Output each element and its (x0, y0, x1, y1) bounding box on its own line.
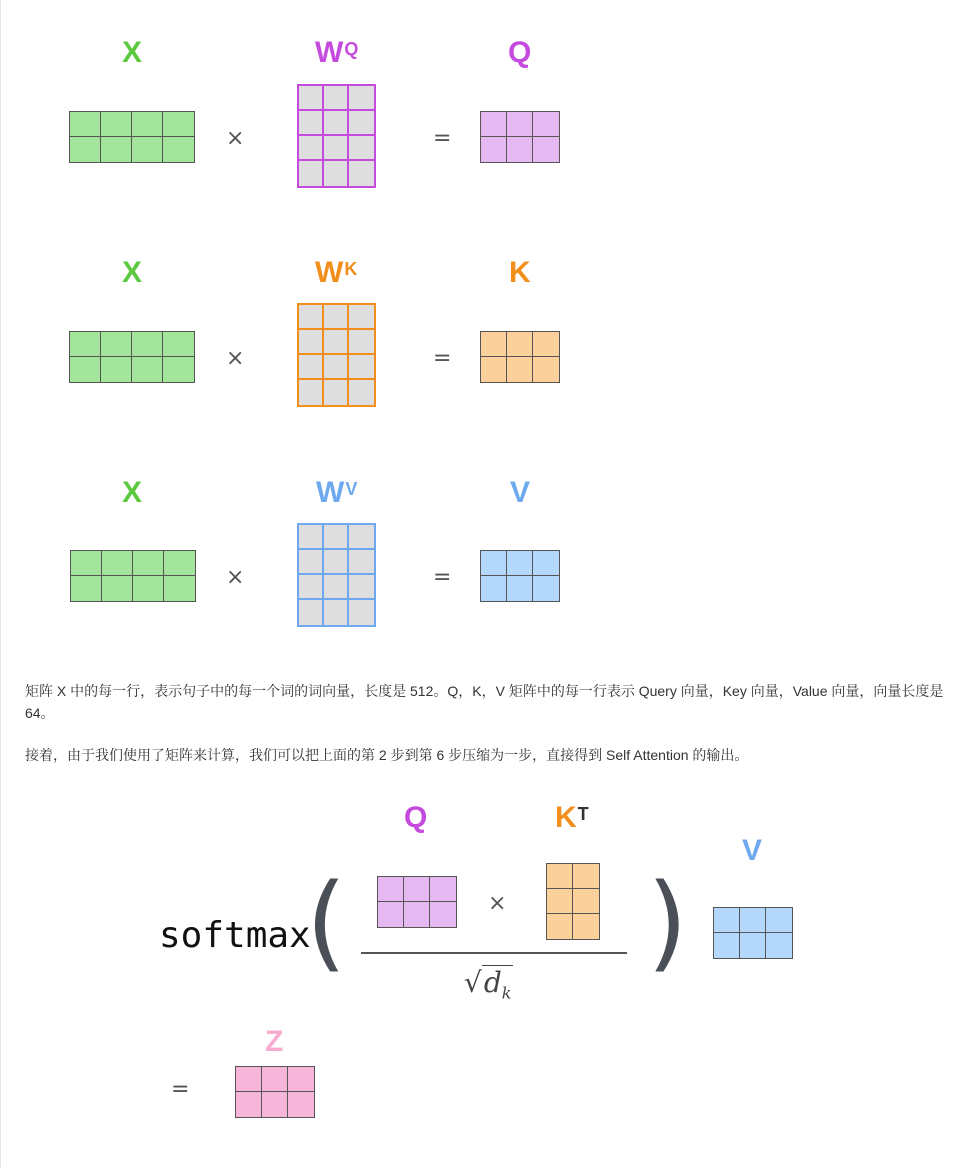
matrix-cell (507, 332, 533, 357)
matrix-cell (236, 1092, 262, 1117)
matrix-cell (101, 357, 132, 382)
matrix-cell (299, 600, 324, 625)
matrix-cell (349, 305, 374, 330)
matrix-cell (299, 575, 324, 600)
matrix-cell (324, 161, 349, 186)
dk-term (482, 965, 514, 1003)
matrix-cell (714, 908, 740, 933)
q-label: Q (508, 36, 532, 69)
matrix-cell (164, 551, 195, 576)
matrix-cell (573, 864, 599, 889)
w-superscript: Q (344, 39, 359, 59)
matrix-cell (324, 550, 349, 575)
matrix-cell (163, 137, 194, 162)
matrix-cell (533, 112, 559, 137)
matrix-cell (262, 1067, 288, 1092)
k-subscript: k (501, 983, 512, 1003)
x-matrix (69, 331, 195, 383)
matrix-cell (132, 137, 163, 162)
matrix-cell (481, 137, 507, 162)
matrix-cell (349, 111, 374, 136)
matrix-cell (324, 600, 349, 625)
matrix-cell (507, 137, 533, 162)
v-matrix (713, 907, 793, 959)
k-transpose-matrix (546, 863, 600, 940)
matrix-cell (349, 575, 374, 600)
matrix-cell (349, 161, 374, 186)
w-letter: W (316, 476, 345, 509)
matrix-cell (430, 902, 456, 927)
matrix-cell (481, 332, 507, 357)
matrix-cell (349, 600, 374, 625)
matrix-cell (299, 111, 324, 136)
x-label: X (122, 256, 143, 289)
matrix-cell (101, 137, 132, 162)
matrix-cell (288, 1092, 314, 1117)
w-superscript: K (344, 259, 358, 279)
transpose-superscript: T (577, 804, 589, 824)
matrix-cell (740, 933, 766, 958)
matrix-cell (430, 877, 456, 902)
matrix-cell (299, 136, 324, 161)
matrix-cell (299, 525, 324, 550)
matrix-cell (378, 877, 404, 902)
matrix-cell (163, 112, 194, 137)
q-label: Q (404, 801, 428, 834)
matrix-cell (299, 330, 324, 355)
matrix-cell (70, 357, 101, 382)
x-matrix (69, 111, 195, 163)
matrix-cell (349, 550, 374, 575)
w-letter: W (315, 256, 344, 289)
description-paragraph: 矩阵 X 中的每一行，表示句子中的每一个词的词向量，长度是 512。Q，K，V 矩阵中的每一行表示 Query 向量，Key 向量，Value 向量，向量长度是 64。 (25, 683, 944, 721)
multiply-sign: × (226, 565, 245, 590)
summary-paragraph: 接着，由于我们使用了矩阵来计算，我们可以把上面的第 2 步到第 6 步压缩为一步，直接得到 Self Attention 的输出。 (25, 747, 749, 763)
matrix-cell (262, 1092, 288, 1117)
matrix-cell (132, 112, 163, 137)
wv-label (316, 478, 357, 508)
k-matrix (480, 331, 560, 383)
matrix-cell (547, 914, 573, 939)
matrix-cell (507, 551, 533, 576)
matrix-cell (132, 332, 163, 357)
matrix-cell (533, 357, 559, 382)
matrix-cell (324, 575, 349, 600)
matrix-cell (102, 576, 133, 601)
matrix-cell (133, 576, 164, 601)
matrix-cell (573, 889, 599, 914)
matrix-cell (71, 576, 102, 601)
page-left-border (0, 0, 1, 1168)
x-label: X (122, 36, 143, 69)
matrix-cell (573, 914, 599, 939)
equals-sign: = (171, 1077, 190, 1102)
matrix-cell (349, 380, 374, 405)
x-label: X (122, 476, 143, 509)
multiply-sign: × (488, 891, 507, 916)
matrix-cell (324, 111, 349, 136)
z-matrix (235, 1066, 315, 1118)
matrix-cell (163, 357, 194, 382)
matrix-cell (288, 1067, 314, 1092)
matrix-cell (481, 576, 507, 601)
matrix-cell (507, 576, 533, 601)
matrix-cell (378, 902, 404, 927)
wk-label (315, 258, 357, 288)
x-matrix (70, 550, 196, 602)
wv-matrix (297, 523, 376, 627)
matrix-cell (299, 550, 324, 575)
matrix-cell (481, 551, 507, 576)
wq-label (315, 38, 358, 68)
matrix-cell (70, 137, 101, 162)
matrix-cell (740, 908, 766, 933)
matrix-cell (70, 332, 101, 357)
k-label: K (509, 256, 531, 289)
kt-label (555, 803, 589, 833)
matrix-cell (324, 525, 349, 550)
equals-sign: = (433, 565, 452, 590)
matrix-cell (324, 330, 349, 355)
q-matrix (377, 876, 457, 928)
wq-matrix (297, 84, 376, 188)
z-label: Z (265, 1025, 284, 1058)
equals-sign: = (433, 126, 452, 151)
matrix-cell (766, 933, 792, 958)
matrix-cell (299, 161, 324, 186)
matrix-cell (349, 355, 374, 380)
matrix-cell (481, 112, 507, 137)
equals-sign: = (433, 346, 452, 371)
matrix-cell (533, 576, 559, 601)
matrix-cell (164, 576, 195, 601)
multiply-sign: × (226, 346, 245, 371)
matrix-cell (236, 1067, 262, 1092)
matrix-cell (533, 137, 559, 162)
v-label: V (510, 476, 531, 509)
left-paren: ( (306, 861, 347, 983)
w-letter: W (315, 36, 344, 69)
matrix-cell (766, 908, 792, 933)
matrix-cell (507, 357, 533, 382)
matrix-cell (71, 551, 102, 576)
matrix-cell (70, 112, 101, 137)
matrix-cell (324, 380, 349, 405)
q-matrix (480, 111, 560, 163)
fraction-bar (361, 952, 627, 954)
v-label: V (742, 834, 763, 867)
matrix-cell (547, 864, 573, 889)
matrix-cell (324, 86, 349, 111)
matrix-cell (547, 889, 573, 914)
matrix-cell (133, 551, 164, 576)
w-superscript: V (345, 479, 358, 499)
matrix-cell (101, 332, 132, 357)
matrix-cell (507, 112, 533, 137)
right-paren: ) (647, 861, 688, 983)
matrix-cell (299, 86, 324, 111)
matrix-cell (324, 136, 349, 161)
matrix-cell (324, 355, 349, 380)
sqrt-dk (464, 966, 513, 1003)
k-letter: K (555, 801, 577, 834)
matrix-cell (533, 551, 559, 576)
matrix-cell (101, 112, 132, 137)
matrix-cell (349, 136, 374, 161)
matrix-cell (404, 902, 430, 927)
matrix-cell (481, 357, 507, 382)
matrix-cell (299, 305, 324, 330)
d-letter: d (483, 966, 502, 999)
matrix-cell (349, 525, 374, 550)
softmax-text: softmax (159, 915, 311, 956)
matrix-cell (714, 933, 740, 958)
matrix-cell (299, 355, 324, 380)
multiply-sign: × (226, 126, 245, 151)
matrix-cell (533, 332, 559, 357)
v-matrix (480, 550, 560, 602)
matrix-cell (299, 380, 324, 405)
sqrt-symbol: √ (464, 966, 482, 999)
matrix-cell (349, 86, 374, 111)
wk-matrix (297, 303, 376, 407)
matrix-cell (324, 305, 349, 330)
matrix-cell (349, 330, 374, 355)
matrix-cell (404, 877, 430, 902)
matrix-cell (132, 357, 163, 382)
matrix-cell (102, 551, 133, 576)
matrix-cell (163, 332, 194, 357)
